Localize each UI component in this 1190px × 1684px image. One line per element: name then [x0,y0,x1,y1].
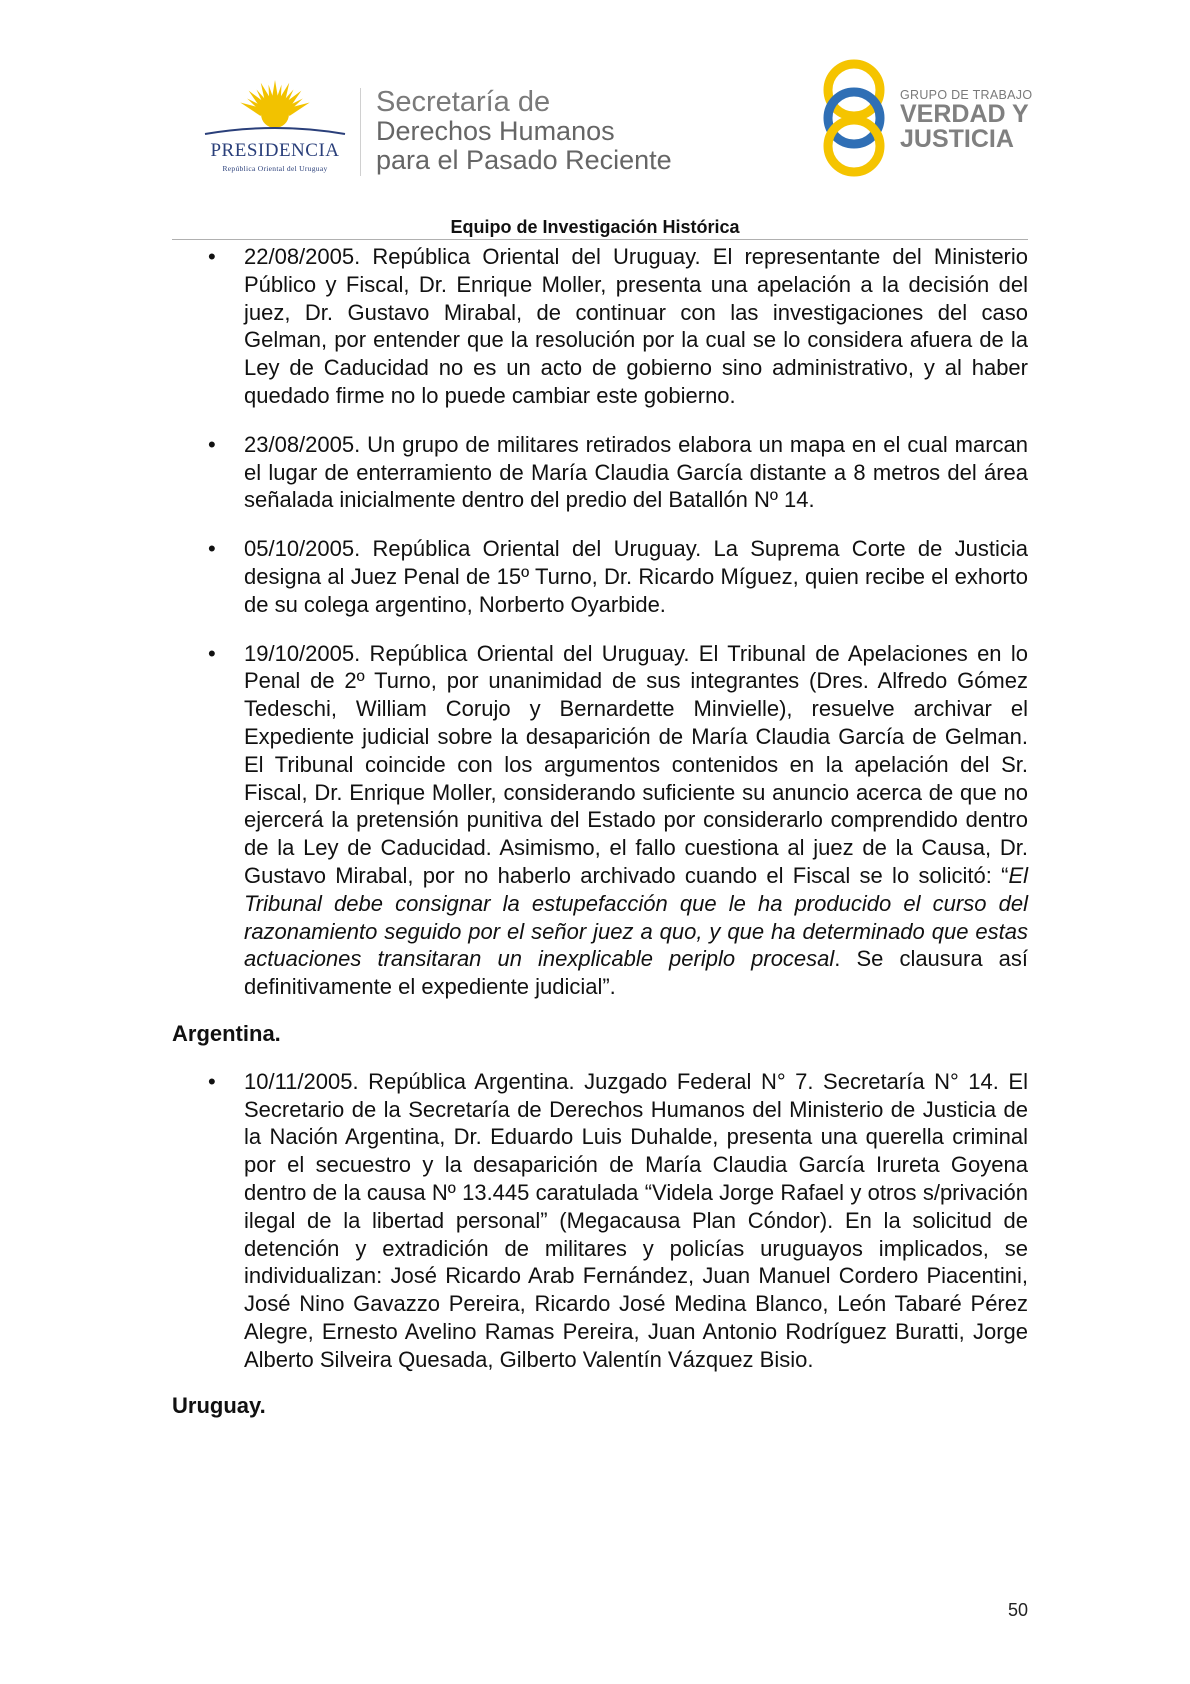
bullet-icon: • [208,536,216,562]
bullet-icon: • [208,431,216,457]
entry-text: 10/11/2005. República Argentina. Juzgado Federal N° 7. Secretaría N° 14. El Secretario de la Secretaría de Derechos Humanos del Ministerio de Justicia de la Nación Argentina, Dr. Eduardo Luis Duhalde, presenta una querella criminal por el secuestro y la desaparición de María Claudia García Irureta Goyena dentro de la causa Nº 13.445 caratulada “Videla Jorge Rafael y otros s/privación ilegal de la libertad personal” (Megacausa Plan Cóndor). En la solicitud de detención y extradición de militares y policías uruguayos implicados, se individualizan: José Ricardo Arab Fernández, Juan Manuel Cordero Piacentini, José Nino Gavazzo Pereira, Ricardo José Medina Blanco, León Tabaré Pérez Alegre, Ernesto Avelino Ramas Pereira, Juan Antonio Rodríguez Buratti, Jorge Alberto Silveira Quesada, Gilberto Valentín Vázquez Bisio. [244,1068,1028,1372]
header-divider [360,88,361,176]
sun-icon [195,78,355,140]
secretaria-line-1: Secretaría de [376,86,551,118]
secretaria-line-3: para el Pasado Reciente [376,145,672,175]
entry-text: 05/10/2005. República Oriental del Uruguay. La Suprema Corte de Justicia designa al Juez Penal de 15º Turno, Dr. Ricardo Míguez, quien recibe el exhorto de su colega argentino, Norberto Oyarbide. [244,536,1028,617]
argentina-entries [172,1068,1028,1374]
team-title: Equipo de Investigación Histórica [450,217,740,237]
bullet-icon: • [208,244,216,269]
secretaria-line-2: Derechos Humanos [376,116,615,146]
grupo-big-text-1: VERDAD Y [900,100,1029,128]
bullet-icon: • [208,1068,216,1094]
entry-text: 22/08/2005. República Oriental del Uruguay. El representante del Ministerio Público y Fiscal, Dr. Enrique Moller, presenta una apelación a la decisión del juez, Dr. Gustavo Mirabal, de continuar con las investigaciones del caso Gelman, por entender que la resolución por la cual se lo considera afuera de la Ley de Caducidad no es un acto de gobierno sino administrativo, y al haber quedado firme no lo puede cambiar este gobierno. [244,244,1028,408]
grupo-trabajo-label [900,88,1032,152]
section-heading-argentina: Argentina. [172,1020,281,1046]
grupo-small-text: GRUPO DE TRABAJO [900,88,1033,102]
entry-text-end: . Se clausura así definitivamente el expediente judicial”. [244,946,1028,1000]
entry-text: 19/10/2005. República Oriental del Uruguay. El Tribunal de Apelaciones en lo Penal de 2º Turno, por unanimidad de sus integrantes (Dres. Alfredo Gómez Tedeschi, William Corujo y Bernardette Minvielle), resuelve archivar el Expediente judicial sobre la desaparición de María Claudia García de Gelman. El Tribunal coincide con los argumentos contenidos en la apelación del Sr. Fiscal, Dr. Enrique Moller, considerando suficiente su anuncio acerca de que no ejercerá la pretensión punitiva del Estado por considerarlo comprendido dentro de la Ley de Caducidad. Asimismo, el fallo cuestiona al juez de la Causa, Dr. Gustavo Mirabal, por no haberlo archivado cuando el Fiscal se lo solicitó: “ [244,640,1028,888]
presidencia-label: PRESIDENCIA [210,140,340,161]
presidencia-logo [195,78,355,178]
page-header [0,0,1190,215]
page-number: 50 [1008,1600,1029,1620]
grupo-big-text-2: JUSTICIA [900,125,1014,153]
secretaria-title [376,88,672,175]
entry-quote: El Tribunal debe consignar la estupefacción que le ha producido el curso del razonamiento seguido por el señor juez a quo, y que ha determinado que estas actuaciones transitaran un inexplicable periplo procesal [244,862,1028,972]
uruguay-entries [172,243,1028,1001]
list-item [172,1068,1028,1374]
header-rule [172,239,1028,240]
section-heading-uruguay: Uruguay. [172,1393,266,1419]
entry-text: 23/08/2005. Un grupo de militares retirados elabora un mapa en el cual marcan el lugar de enterramiento de María Claudia García distante a 8 metros del área señalada inicialmente dentro del predio del Batallón Nº 14. [244,431,1028,513]
list-item [172,243,1028,410]
bullet-icon: • [208,640,216,666]
list-item [172,431,1028,514]
document-body [172,243,1028,1440]
list-item [172,535,1028,618]
presidencia-subtitle: República Oriental del Uruguay [222,164,328,173]
list-item [172,640,1028,1001]
